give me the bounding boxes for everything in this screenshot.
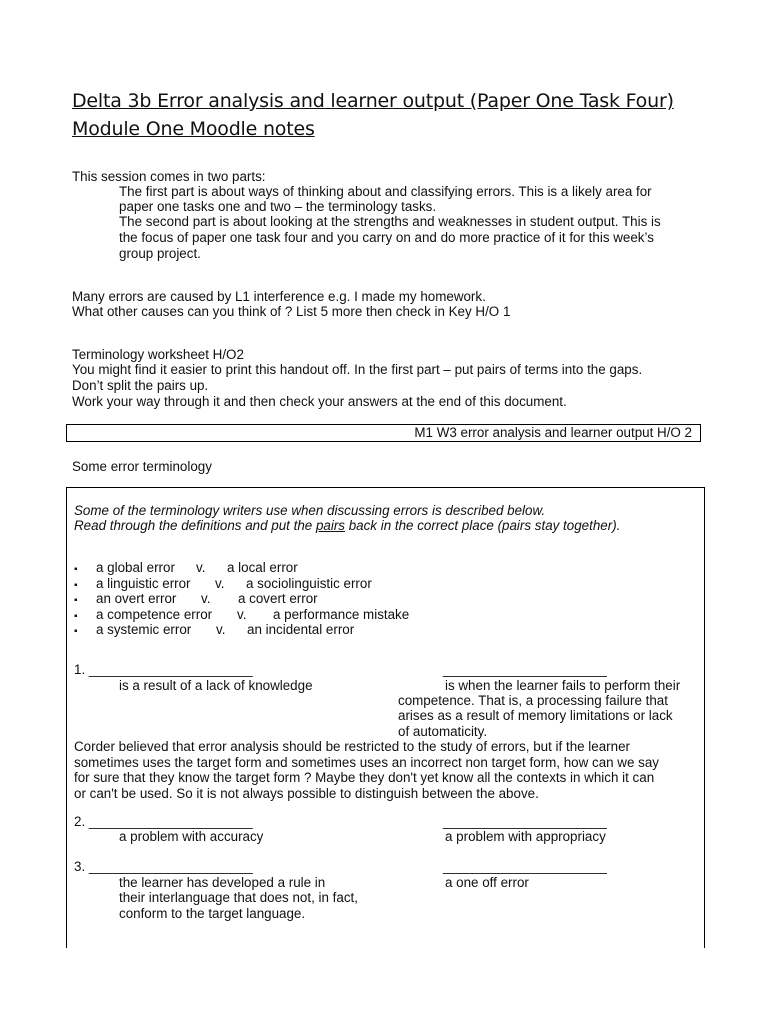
- q3-right-definition: a one off error: [445, 875, 529, 890]
- document-title-line-2: Module One Moodle notes: [72, 118, 315, 140]
- q1-right-line-1: is when the learner fails to perform their: [445, 678, 681, 693]
- q1-right-line-2: competence. That is, a processing failure that: [398, 693, 668, 708]
- worksheet-heading: Terminology worksheet H/O2: [72, 347, 244, 362]
- causes-line-1: Many errors are caused by L1 interference e.g. I made my homework.: [72, 289, 486, 304]
- q3-left-line-2: their interlanguage that does not, in fact,: [119, 890, 358, 905]
- worksheet-line-4: Work your way through it and then check your answers at the end of this document.: [72, 394, 567, 409]
- q3-left-line-3: conform to the target language.: [119, 906, 306, 921]
- q1-left-definition: is a result of a lack of knowledge: [119, 678, 313, 693]
- document-title-line-1: Delta 3b Error analysis and learner output (Paper One Task Four): [72, 90, 674, 112]
- list-item: ▪ an overt error v. a covert error: [74, 591, 318, 606]
- q3-blank-right[interactable]: ______________________: [443, 859, 607, 874]
- worksheet-line-3: Don’t split the pairs up.: [72, 378, 209, 393]
- intro-line-4: The second part is about looking at the strengths and weaknesses in student output. This is: [119, 214, 661, 229]
- q1-paragraph-line-1: Corder believed that error analysis should be restricted to the study of errors, but if the learner: [74, 739, 630, 754]
- intro-line-3: paper one tasks one and two – the terminology tasks.: [119, 199, 437, 214]
- q1-paragraph-line-4: or can't be used. So it is not always possible to distinguish between the above.: [74, 786, 539, 801]
- list-item: ▪ a global error v. a local error: [74, 560, 298, 575]
- causes-line-2: What other causes can you think of ? List 5 more then check in Key H/O 1: [72, 304, 511, 319]
- intro-line-2: The first part is about ways of thinking about and classifying errors. This is a likely area for: [119, 184, 652, 199]
- list-item: ▪ a systemic error v. an incidental error: [74, 622, 355, 637]
- q2-left-definition: a problem with accuracy: [119, 829, 264, 844]
- box-intro-line-2: Read through the definitions and put the pairs back in the correct place (pairs stay together).: [74, 518, 621, 533]
- intro-line-5: the focus of paper one task four and you carry on and do more practice of it for this week’s: [119, 230, 654, 245]
- worksheet-line-2: You might find it easier to print this handout off. In the first part – put pairs of terms into the gaps.: [72, 362, 643, 377]
- list-item: ▪ a competence error v. a performance mistake: [74, 607, 410, 622]
- q3-blank-left[interactable]: 3. ______________________: [74, 859, 253, 874]
- intro-line-1: This session comes in two parts:: [72, 169, 266, 184]
- q1-blank-right[interactable]: ______________________: [443, 662, 607, 677]
- q1-blank-left[interactable]: 1. ______________________: [74, 662, 253, 677]
- q3-left-line-1: the learner has developed a rule in: [119, 875, 326, 890]
- list-item: ▪ a linguistic error v. a sociolinguistic error: [74, 576, 372, 591]
- q2-blank-right[interactable]: ______________________: [443, 814, 607, 829]
- q1-right-line-3: arises as a result of memory limitations or lack: [398, 708, 673, 723]
- intro-line-6: group project.: [119, 246, 201, 261]
- some-error-terminology-heading: Some error terminology: [72, 459, 212, 474]
- q1-paragraph-line-2: sometimes uses the target form and sometimes uses an incorrect non target form, how can we say: [74, 755, 659, 770]
- box-intro-line-1: Some of the terminology writers use when discussing errors is described below.: [74, 503, 546, 518]
- q2-blank-left[interactable]: 2. ______________________: [74, 814, 253, 829]
- q1-right-line-4: of automaticity.: [398, 724, 488, 739]
- handout-label: M1 W3 error analysis and learner output H/O 2: [414, 425, 692, 440]
- handout-label-bar: [66, 424, 701, 442]
- q2-right-definition: a problem with appropriacy: [445, 829, 606, 844]
- q1-paragraph-line-3: for sure that they know the target form ? Maybe they don't yet know all the contexts in which it can: [74, 770, 655, 785]
